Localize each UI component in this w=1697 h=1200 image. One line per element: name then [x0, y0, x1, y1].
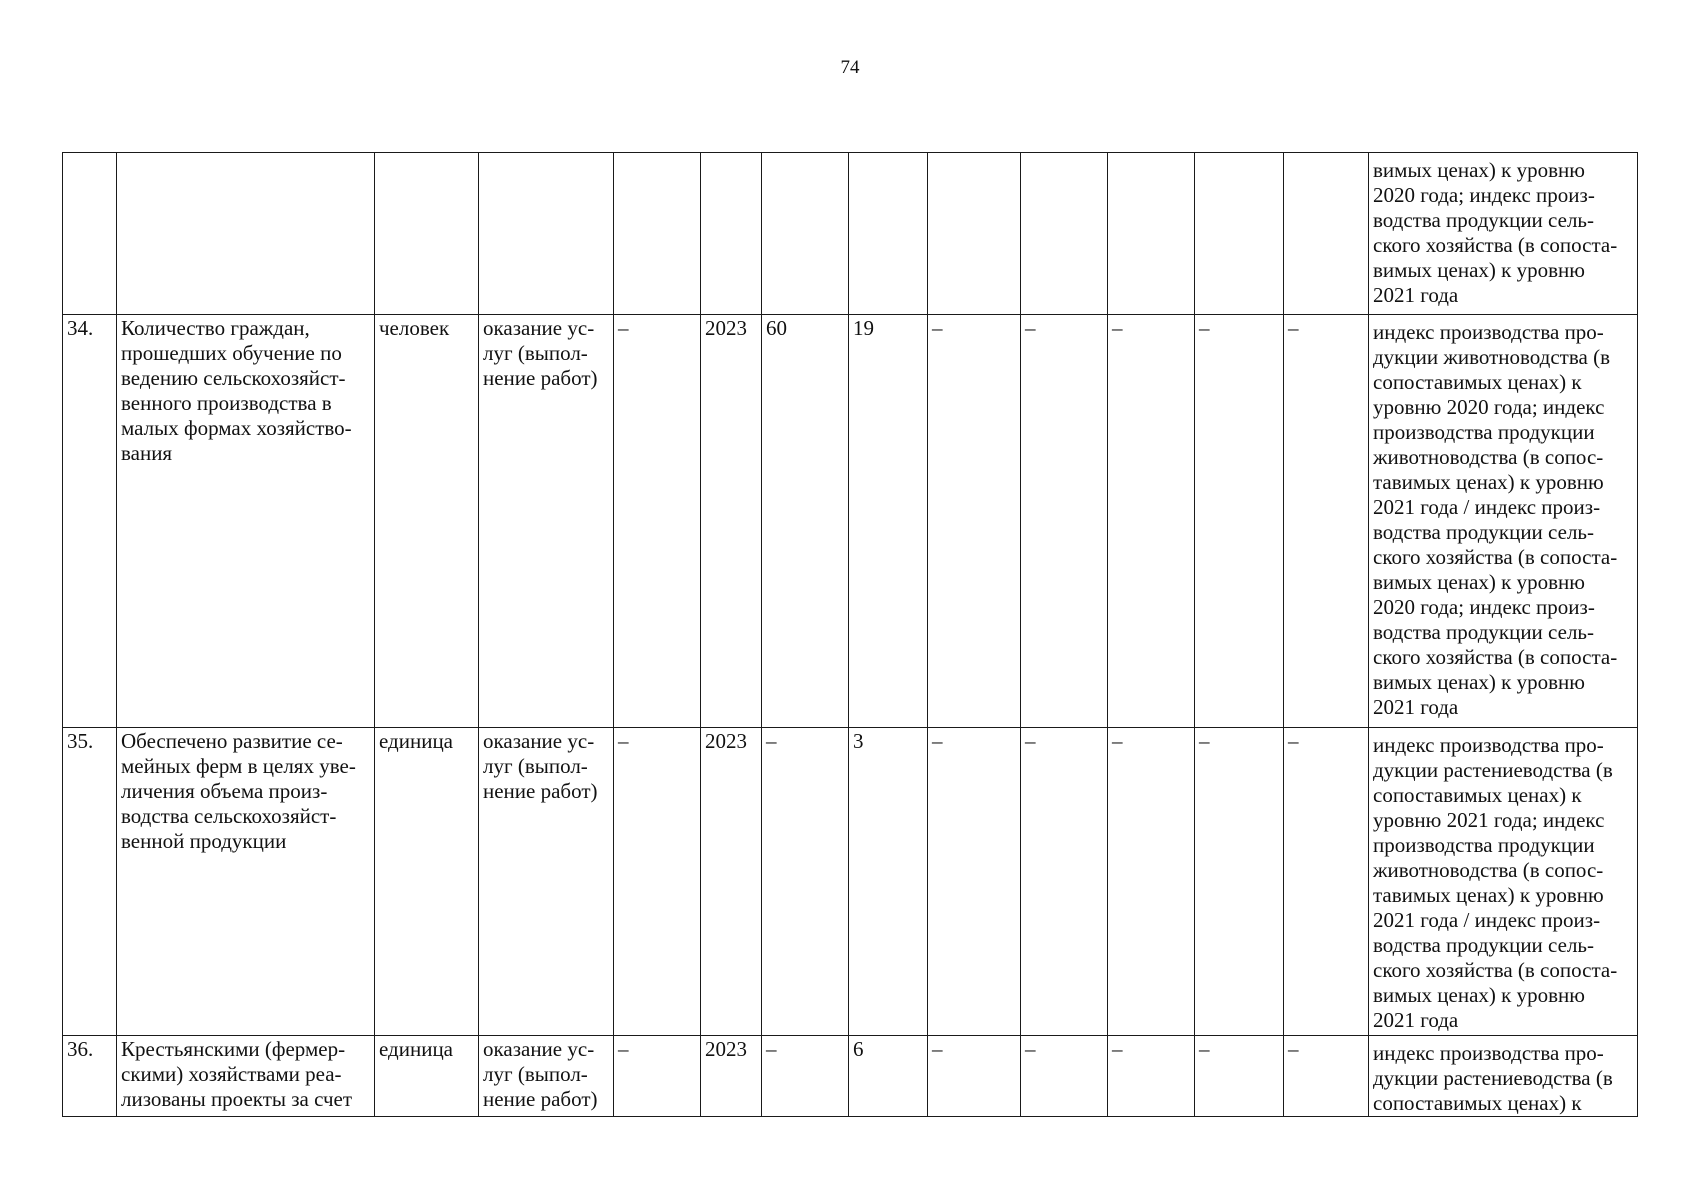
empty-cell — [63, 153, 117, 315]
unit-cell: человек — [375, 315, 479, 728]
value-cell: – — [1284, 728, 1369, 1036]
empty-cell — [1021, 153, 1108, 315]
value-cell: 3 — [849, 728, 928, 1036]
value-cell: – — [1195, 1036, 1284, 1117]
empty-cell — [762, 153, 849, 315]
year-cell: 2023 — [701, 315, 762, 728]
type-cell: оказание ус- луг (выпол- нение работ) — [479, 315, 614, 728]
empty-cell — [1195, 153, 1284, 315]
value-cell: – — [1108, 1036, 1195, 1117]
value-cell: – — [1284, 315, 1369, 728]
row-number-cell: 34. — [63, 315, 117, 728]
table-row — [63, 1036, 1638, 1117]
indicators-table — [62, 152, 1638, 1117]
value-cell: – — [1108, 315, 1195, 728]
value-cell: – — [928, 315, 1021, 728]
value-cell: – — [614, 1036, 701, 1117]
empty-cell — [701, 153, 762, 315]
note-cell: индекс производства про- дукции растениеводства (в сопоставимых ценах) к — [1369, 1036, 1638, 1117]
empty-cell — [849, 153, 928, 315]
value-cell: – — [614, 728, 701, 1036]
value-cell: 19 — [849, 315, 928, 728]
value-cell: – — [928, 1036, 1021, 1117]
note-cell: индекс производства про- дукции растениеводства (в сопоставимых ценах) к уровню 2021 года; индекс производства продукции животноводства (в сопос- тавимых ценах) к уровню 2021 года / индекс произ- водства продукции сель- ского хозяйства (в сопоста- вимых ценах) к уровню 2021 года — [1369, 728, 1638, 1036]
value-cell: – — [928, 728, 1021, 1036]
table-row — [63, 315, 1638, 728]
value-cell: – — [1021, 1036, 1108, 1117]
year-cell: 2023 — [701, 728, 762, 1036]
year-cell: 2023 — [701, 1036, 762, 1117]
empty-cell — [614, 153, 701, 315]
value-cell: – — [762, 728, 849, 1036]
indicator-name-cell: Количество граждан, прошедших обучение по ведению сельскохозяйст- венного производства в малых формах хозяйство- вания — [117, 315, 375, 728]
table-row — [63, 728, 1638, 1036]
indicator-name-cell: Обеспечено развитие се- мейных ферм в целях уве- личения объема произ- водства сельскохозяйст- венной продукции — [117, 728, 375, 1036]
value-cell: 6 — [849, 1036, 928, 1117]
indicator-name-cell: Крестьянскими (фермер- скими) хозяйствами реа- лизованы проекты за счет — [117, 1036, 375, 1117]
value-cell: – — [614, 315, 701, 728]
value-cell: – — [1108, 728, 1195, 1036]
row-number-cell: 35. — [63, 728, 117, 1036]
note-cell: индекс производства про- дукции животноводства (в сопоставимых ценах) к уровню 2020 года; индекс производства продукции животноводства (в сопос- тавимых ценах) к уровню 2021 года / индекс произ- водства продукции сель- ского хозяйства (в сопоста- вимых ценах) к уровню 2020 года; индекс произ- водства продукции сель- ского хозяйства (в сопоста- вимых ценах) к уровню 2021 года — [1369, 315, 1638, 728]
value-cell: – — [1021, 728, 1108, 1036]
empty-cell — [479, 153, 614, 315]
type-cell: оказание ус- луг (выпол- нение работ) — [479, 1036, 614, 1117]
unit-cell: единица — [375, 728, 479, 1036]
empty-cell — [1284, 153, 1369, 315]
empty-cell — [117, 153, 375, 315]
value-cell: – — [762, 1036, 849, 1117]
unit-cell: единица — [375, 1036, 479, 1117]
empty-cell — [1108, 153, 1195, 315]
value-cell: – — [1195, 728, 1284, 1036]
row-number-cell: 36. — [63, 1036, 117, 1117]
note-cell: вимых ценах) к уровню 2020 года; индекс произ- водства продукции сель- ского хозяйства (в сопоста- вимых ценах) к уровню 2021 года — [1369, 153, 1638, 315]
empty-cell — [928, 153, 1021, 315]
table-row-continuation — [63, 153, 1638, 315]
value-cell: – — [1021, 315, 1108, 728]
page-number: 74 — [840, 57, 860, 78]
value-cell: – — [1195, 315, 1284, 728]
value-cell: 60 — [762, 315, 849, 728]
type-cell: оказание ус- луг (выпол- нение работ) — [479, 728, 614, 1036]
value-cell: – — [1284, 1036, 1369, 1117]
empty-cell — [375, 153, 479, 315]
